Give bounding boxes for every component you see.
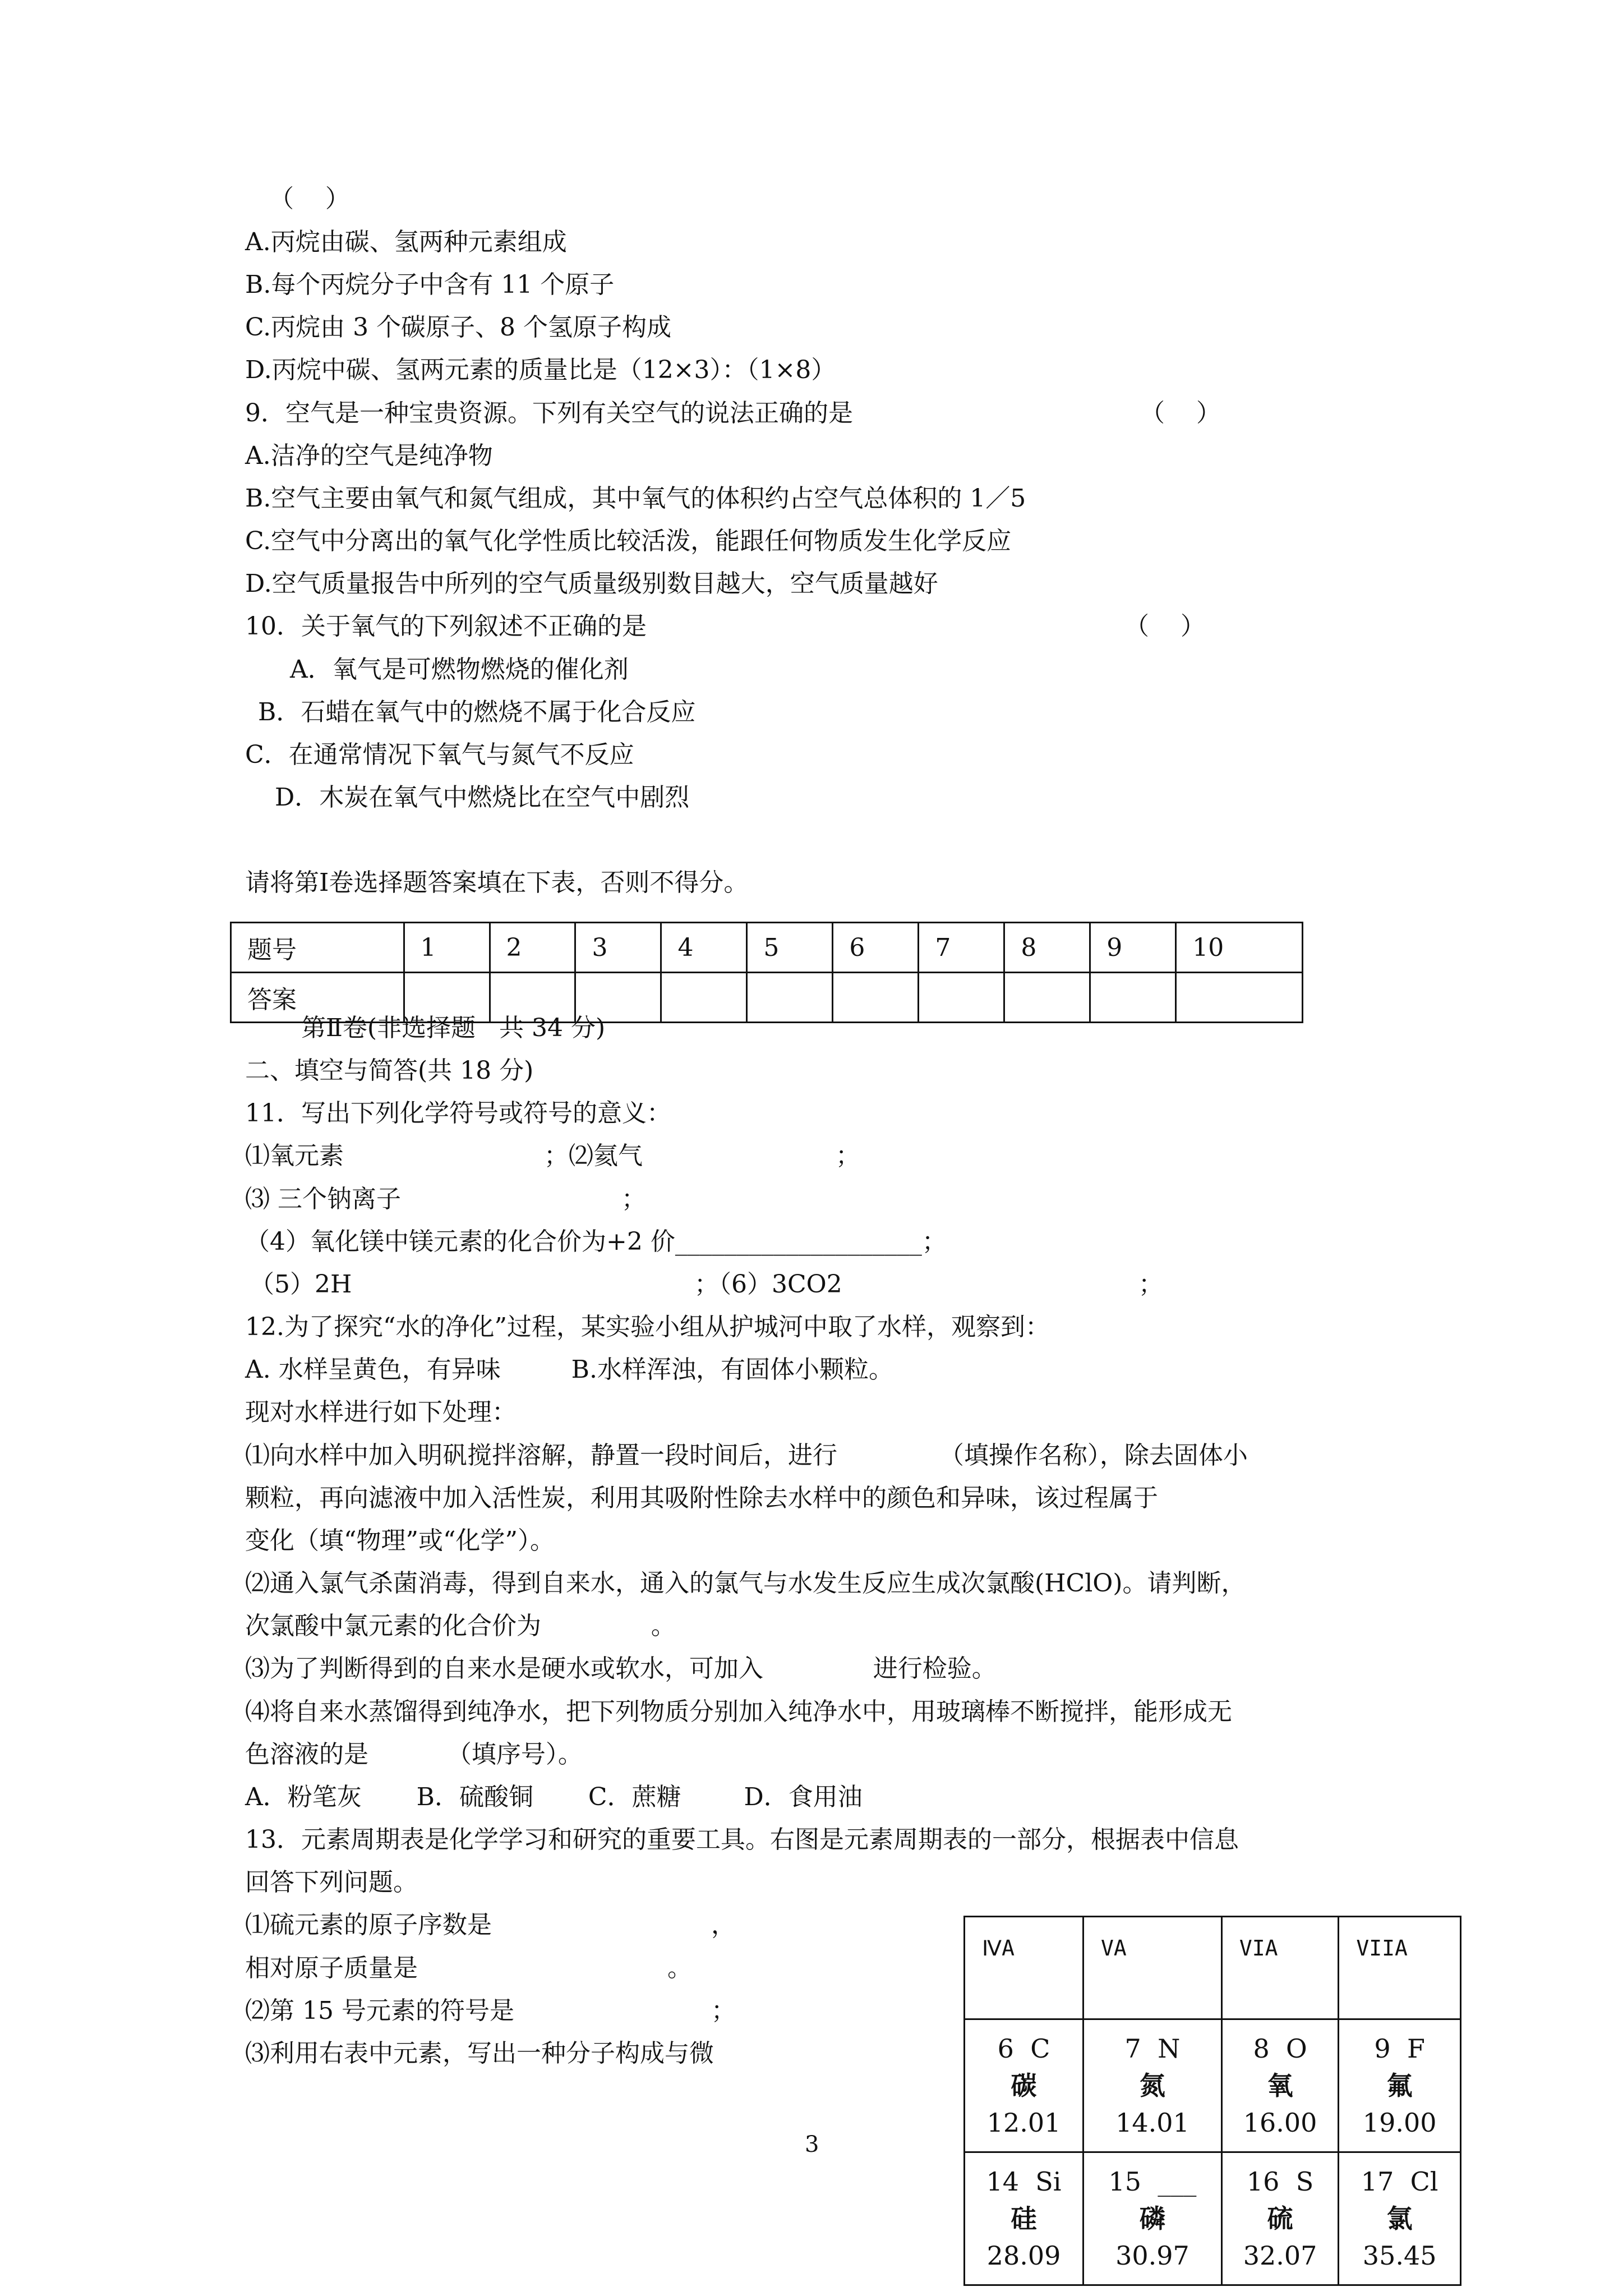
text-line: 13．元素周期表是化学学习和研究的重要工具。右图是元素周期表的一部分，根据表中信息 [245, 1825, 1239, 1854]
text-line: A．氧气是可燃物燃烧的催化剂 [290, 655, 629, 684]
answer-cell[interactable] [833, 973, 919, 1023]
text-line: A.洁净的空气是纯净物 [245, 441, 493, 470]
answer-cell[interactable] [1004, 973, 1090, 1023]
atomic-mass: 28.09 [986, 2240, 1061, 2271]
element-cell [1221, 2152, 1339, 2285]
atomic-mass: 14.01 [1115, 2108, 1189, 2138]
atomic-number: 16 [1246, 2166, 1280, 2197]
atomic-mass: 16.00 [1243, 2108, 1317, 2138]
element-number-symbol [1085, 2163, 1220, 2200]
text-line: C.空气中分离出的氧气化学性质比较活泼，能跟任何物质发生化学反应 [245, 527, 1012, 555]
element-number-symbol [1223, 2163, 1338, 2200]
answer-cell[interactable] [661, 973, 747, 1023]
text-line: C．在通常情况下氧气与氮气不反应 [245, 740, 634, 769]
text-line: 颗粒，再向滤液中加入活性炭，利用其吸附性除去水样中的颜色和异味，该过程属于 [245, 1484, 1158, 1512]
question-number-cell: 6 [833, 923, 919, 973]
element-symbol: ___ [1158, 2166, 1197, 2197]
answer-cell[interactable] [919, 973, 1004, 1023]
text-line: 12.为了探究“水的净化”过程，某实验小组从护城河中取了水样，观察到： [245, 1313, 1050, 1341]
text-line: B.每个丙烷分子中含有 11 个原子 [245, 270, 615, 299]
question-number-cell: 7 [919, 923, 1004, 973]
text-line: ⑴向水样中加入明矾搅拌溶解，静置一段时间后，进行 （填操作名称），除去固体小 [245, 1441, 1248, 1470]
element-cell [1221, 2019, 1339, 2152]
answer-label: 答案 [231, 973, 404, 1023]
text-line: A．粉笔灰 B．硫酸铜 C．蔗糖 D．食用油 [245, 1783, 863, 1811]
spacer [1141, 2166, 1158, 2197]
element-cell [965, 2152, 1083, 2285]
element-symbol: Si [1035, 2166, 1062, 2197]
element-name: 磷 [1139, 2203, 1165, 2234]
text-line: B．石蜡在氧气中的燃烧不属于化合反应 [258, 698, 696, 726]
text-line: 请将第Ⅰ卷选择题答案填在下表，否则不得分。 [245, 868, 749, 897]
group-header-cell: ⅣA [965, 1917, 1083, 2019]
group-header-cell: VA [1083, 1917, 1222, 2019]
text-line: （4）氧化镁中镁元素的化合价为+2 价____________________； [245, 1227, 947, 1256]
element-name: 硅 [1011, 2203, 1037, 2234]
question-number-cell: 10 [1176, 923, 1303, 973]
answer-cell[interactable] [1090, 973, 1176, 1023]
question-number-cell: 4 [661, 923, 747, 973]
text-line: （ ） [253, 185, 350, 213]
answer-cell[interactable] [1176, 973, 1303, 1023]
element-number-symbol [1223, 2030, 1338, 2067]
atomic-number: 17 [1361, 2166, 1394, 2197]
group-header-cell: VIA [1221, 1917, 1339, 2019]
answer-cell[interactable] [575, 973, 661, 1023]
text-line: （5）2H [250, 1270, 352, 1299]
element-cell [1339, 2152, 1461, 2285]
question-number-cell: 9 [1090, 923, 1176, 973]
page-number: 3 [805, 2132, 819, 2157]
text-line: 回答下列问题。 [245, 1868, 418, 1897]
element-name: 碳 [1011, 2070, 1037, 2101]
question-number-cell: 1 [404, 923, 490, 973]
text-line: ⑴氧元素 [245, 1142, 344, 1170]
text-line: （ ） [1124, 612, 1205, 641]
text-line: C.丙烷由 3 个碳原子、8 个氢原子构成 [245, 313, 672, 342]
element-name: 氟 [1386, 2070, 1413, 2101]
text-line: A.丙烷由碳、氢两种元素组成 [245, 228, 567, 256]
element-name: 氮 [1139, 2070, 1165, 2101]
question-number-cell: 3 [575, 923, 661, 973]
atomic-mass: 12.01 [986, 2108, 1061, 2138]
element-cell [965, 2019, 1083, 2152]
element-name: 硫 [1267, 2203, 1293, 2234]
answer-cell[interactable] [490, 973, 575, 1023]
element-symbol: N [1158, 2033, 1181, 2064]
question-number-cell: 5 [747, 923, 833, 973]
element-symbol: F [1407, 2033, 1425, 2064]
element-number-symbol [1340, 2030, 1459, 2067]
text-line: 。 [667, 1954, 692, 1982]
text-line: D.空气质量报告中所列的空气质量级别数目越大，空气质量越好 [245, 569, 938, 598]
atomic-number: 7 [1124, 2033, 1141, 2064]
text-line: ⑷将自来水蒸馏得到纯净水，把下列物质分别加入纯净水中，用玻璃棒不断搅拌，能形成无 [245, 1697, 1232, 1726]
text-line: A. 水样呈黄色，有异味 B.水样浑浊，有固体小颗粒。 [245, 1355, 893, 1384]
text-line: D．木炭在氧气中燃烧比在空气中剧烈 [275, 783, 690, 812]
text-line: ；⑵氦气 [544, 1142, 643, 1170]
text-line: 二、填空与简答(共 18 分) [245, 1056, 534, 1085]
atomic-mass: 30.97 [1115, 2240, 1189, 2271]
atomic-number: 15 [1108, 2166, 1142, 2197]
atomic-mass: 19.00 [1362, 2108, 1437, 2138]
atomic-number: 8 [1253, 2033, 1270, 2064]
text-line: D.丙烷中碳、氢两元素的质量比是（12×3）：（1×8） [245, 356, 836, 384]
periodic-table-row [965, 2152, 1461, 2285]
atomic-number: 9 [1374, 2033, 1391, 2064]
spacer [1141, 2033, 1158, 2064]
spacer [1270, 2033, 1286, 2064]
element-name: 氯 [1386, 2203, 1413, 2234]
text-line: 现对水样进行如下处理： [245, 1398, 517, 1427]
element-number-symbol [966, 2163, 1082, 2200]
element-symbol: C [1030, 2033, 1050, 2064]
element-number-symbol [1085, 2030, 1220, 2067]
atomic-number: 14 [986, 2166, 1020, 2197]
element-number-symbol [1340, 2163, 1459, 2200]
text-line: 第Ⅱ卷(非选择题 共 34 分) [301, 1014, 606, 1042]
spacer [1394, 2166, 1410, 2197]
periodic-table-excerpt [963, 1916, 1461, 2286]
text-line: ⑶ 三个钠离子 [245, 1185, 401, 1213]
text-line: ⑵通入氯气杀菌消毒，得到自来水，通入的氯气与水发生反应生成次氯酸(HClO)。请判断， [245, 1569, 1246, 1598]
text-line: ， [711, 1911, 736, 1939]
periodic-table-group-row [965, 1917, 1461, 2019]
text-line: ； [711, 1996, 736, 2025]
text-line: ； [621, 1185, 646, 1213]
element-symbol: Cl [1410, 2166, 1438, 2197]
spacer [1014, 2033, 1030, 2064]
group-header-cell: VIIA [1339, 1917, 1461, 2019]
text-line: 相对原子质量是 [245, 1954, 418, 1982]
text-line: 色溶液的是 （填序号）。 [245, 1740, 583, 1769]
answer-table [230, 922, 1303, 1023]
element-number-symbol [966, 2030, 1082, 2067]
text-line: ⑴硫元素的原子序数是 [245, 1911, 492, 1939]
text-line: 变化（填“物理”或“化学”）。 [245, 1526, 555, 1555]
text-line: ⑶利用右表中元素，写出一种分子构成与微 [245, 2039, 714, 2068]
text-line: 次氯酸中氯元素的化合价为 。 [245, 1612, 676, 1640]
text-line: 10．关于氧气的下列叙述不正确的是 [245, 612, 647, 641]
text-line: ； [1138, 1270, 1163, 1299]
element-name: 氧 [1267, 2070, 1293, 2101]
element-symbol: O [1285, 2033, 1307, 2064]
text-line: B.空气主要由氧气和氮气组成，其中氧气的体积约占空气总体积的 1／5 [245, 484, 1026, 513]
element-cell [1083, 2019, 1222, 2152]
text-line: 11．写出下列化学符号或符号的意义： [245, 1099, 671, 1128]
text-line: ⑶为了判断得到的自来水是硬水或软水，可加入 进行检验。 [245, 1654, 997, 1683]
element-symbol: S [1295, 2166, 1314, 2197]
text-line: ⑵第 15 号元素的符号是 [245, 1996, 514, 2025]
text-line: ； [836, 1142, 860, 1170]
text-line: （ ） [1140, 399, 1221, 427]
periodic-table-row [965, 2019, 1461, 2152]
answer-table-answer-row [231, 973, 1303, 1023]
element-cell [1339, 2019, 1461, 2152]
text-line: ；（6）3CO2 [694, 1270, 842, 1299]
question-number-label: 题号 [231, 923, 404, 973]
answer-table-header-row [231, 923, 1303, 973]
atomic-mass: 35.45 [1362, 2240, 1437, 2271]
element-cell [1083, 2152, 1222, 2285]
atomic-mass: 32.07 [1243, 2240, 1317, 2271]
answer-cell[interactable] [404, 973, 490, 1023]
atomic-number: 6 [997, 2033, 1014, 2064]
answer-cell[interactable] [747, 973, 833, 1023]
spacer [1391, 2033, 1407, 2064]
spacer [1279, 2166, 1295, 2197]
text-line: 9．空气是一种宝贵资源。下列有关空气的说法正确的是 [245, 399, 853, 427]
question-number-cell: 2 [490, 923, 575, 973]
spacer [1019, 2166, 1035, 2197]
question-number-cell: 8 [1004, 923, 1090, 973]
